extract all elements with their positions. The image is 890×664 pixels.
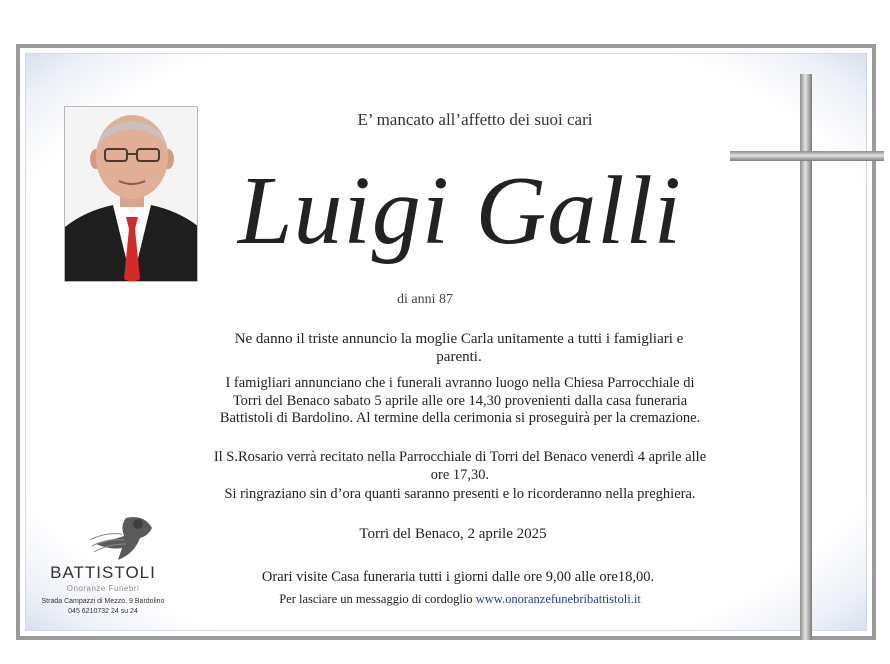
announcement-text: Ne danno il triste annuncio la moglie Carla unitamente a tutti i famigliari e parenti.	[234, 331, 684, 365]
condolence-message-prefix: Per lasciare un messaggio di cordoglio	[279, 592, 473, 606]
company-phone: 045 6210732 24 su 24	[68, 608, 138, 615]
place-date: Torri del Benaco, 2 aprile 2025	[359, 526, 547, 542]
visiting-hours: Orari visite Casa funeraria tutti i giorni dalle ore 9,00 alle ore18,00.	[261, 569, 655, 585]
deceased-name: Luigi Galli	[238, 157, 682, 265]
company-address: Strada Campazzi di Mezzo, 9 Bardolino	[41, 598, 165, 605]
condolence-website-link[interactable]: www.onoranzefunebribattistoli.it	[475, 592, 641, 606]
condolence-message-line	[250, 592, 670, 607]
cross-icon	[730, 74, 884, 640]
funeral-details: I famigliari annunciano che i funerali avranno luogo nella Chiesa Parrocchiale di Torri del Benaco sabato 5 aprile alle ore 14,30 provenienti dalla casa funeraria Battistoli di Bardolino. Al termine della cerimonia si proseguirà per la cremazione.	[219, 375, 701, 426]
rosario-details: Il S.Rosario verrà recitato nella Parrocchiale di Torri del Benaco venerdì 4 aprile alle ore 17,30.	[213, 449, 707, 483]
angel-logo-icon	[88, 514, 158, 562]
company-name: BATTISTOLI	[50, 563, 156, 582]
company-subtitle: Onoranze Funebri	[66, 584, 140, 593]
thanks-text: Si ringraziano sin d’ora quanti saranno presenti e lo ricorderanno nella preghiera.	[224, 486, 696, 502]
deceased-age: di anni 87	[397, 292, 453, 307]
portrait-illustration	[65, 107, 198, 282]
company-logo	[30, 514, 176, 624]
portrait-photo	[64, 106, 198, 282]
notice-heading: E’ mancato all’affetto dei suoi cari	[357, 110, 593, 129]
